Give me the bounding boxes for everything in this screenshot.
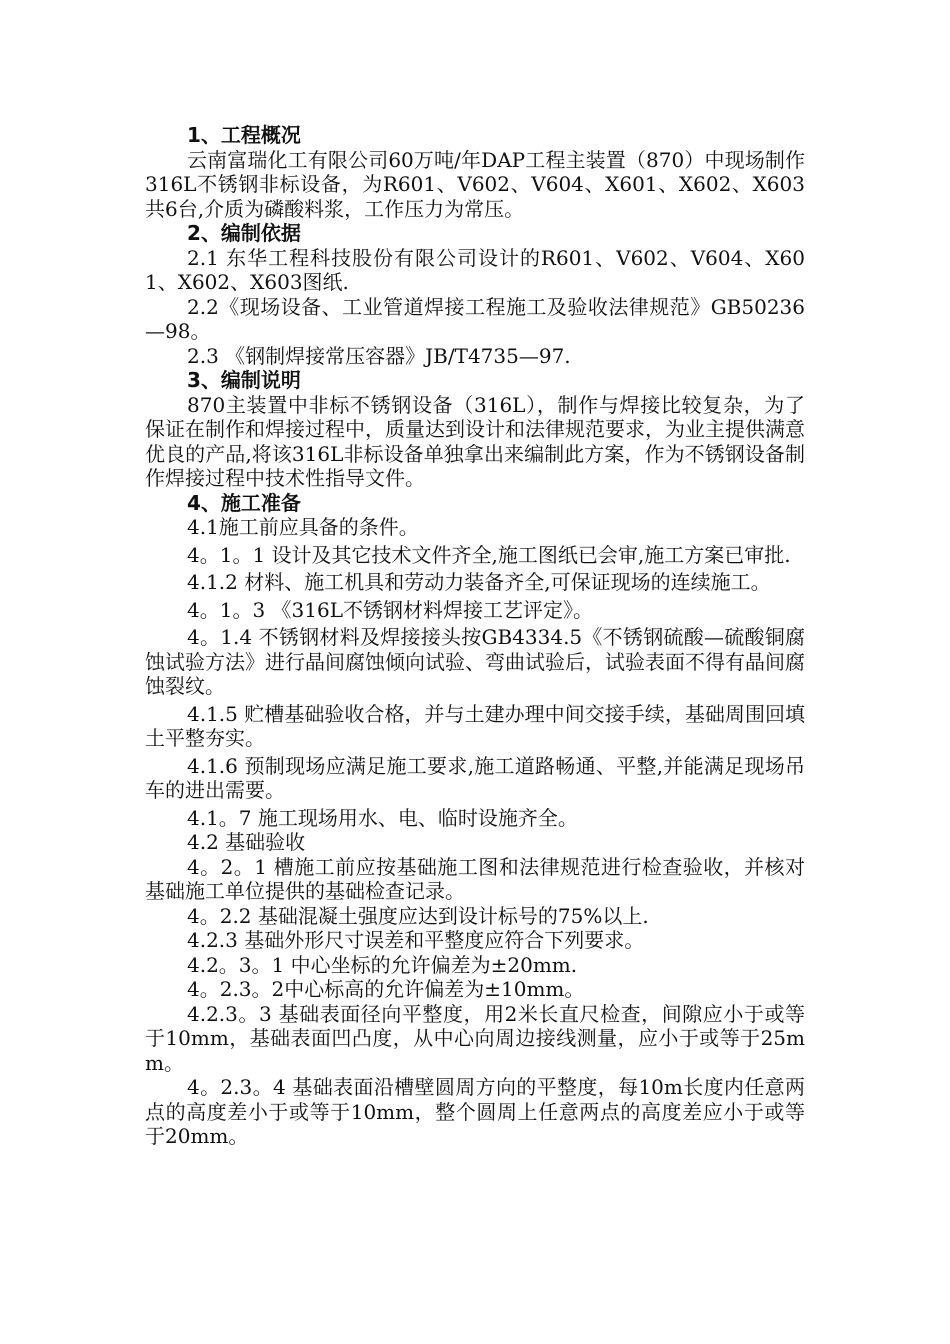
paragraph: 4。2。1 槽施工前应按基础施工图和法律规范进行检查验收，并核对基础施工单位提供的基础检查记录。 [145,854,805,903]
paragraph: 4.1.6 预制现场应满足施工要求,施工道路畅通、平整,并能满足现场吊车的进出需要。 [145,753,805,802]
paragraph: 4。2.2 基础混凝土强度应达到设计标号的75%以上. [187,903,649,928]
paragraph: 4.2。3。1 中心坐标的允许偏差为±20mm. [187,952,578,977]
section-heading-description: 3、编制说明 [187,368,301,392]
paragraph: 4.2.3。3 基础表面径向平整度，用2米长直尺检查，间隙应小于或等于10mm，基础表面凹凸度，从中心向周边接线测量，应小于或等于25mm。 [145,1001,805,1075]
paragraph: 4.1.2 材料、施工机具和劳动力装备齐全,可保证现场的连续施工。 [187,570,771,594]
paragraph: 4.1。7 施工现场用水、电、临时设施齐全。 [187,805,578,830]
section-heading-basis: 2、编制依据 [187,221,301,245]
paragraph: 4.2.3 基础外形尺寸误差和平整度应符合下列要求。 [187,928,645,952]
paragraph: 2.1 东华工程科技股份有限公司设计的R601、V602、V604、X601、X602、X603图纸. [145,245,805,294]
paragraph: 云南富瑞化工有限公司60万吨/年DAP工程主装置（870）中现场制作316L不锈钢非标设备，为R601、V602、V604、X601、X602、X603共6台,介质为磷酸料浆，工作压力为常压。 [145,147,805,221]
paragraph: 4。2.3。4 基础表面沿槽壁圆周方向的平整度，每10m长度内任意两点的高度差小于或等于10mm，整个圆周上任意两点的高度差应小于或等于20mm。 [145,1075,805,1148]
paragraph: 4。1。3 《316L不锈钢材料焊接工艺评定》。 [187,597,593,622]
paragraph: 4。1.4 不锈钢材料及焊接接头按GB4334.5《不锈钢硫酸—硫酸铜腐蚀试验方法》进行晶间腐蚀倾向试验、弯曲试验后，试验表面不得有晶间腐蚀裂纹。 [145,625,805,698]
paragraph: 4。1。1 设计及其它技术文件齐全,施工图纸已会审,施工方案已审批. [187,542,791,567]
section-heading-preparation: 4、施工准备 [187,490,301,515]
paragraph: 2.3 《钢制焊接常压容器》JB/T4735—97. [187,343,571,368]
section-heading-overview: 1、工程概况 [187,123,301,147]
paragraph: 4.1.5 贮槽基础验收合格，并与土建办理中间交接手续，基础周围回填土平整夯实。 [145,701,805,750]
paragraph: 870主装置中非标不锈钢设备（316L），制作与焊接比较复杂，为了保证在制作和焊接过程中，质量达到设计和法律规范要求，为业主提供满意优良的产品,将该316L非标设备单独拿出来编制此方案，作为不锈钢设备制作焊接过程中技术性指导文件。 [145,392,805,490]
paragraph: 4。2.3。2中心标高的允许偏差为±10mm。 [187,977,585,1001]
paragraph: 2.2《现场设备、工业管道焊接工程施工及验收法律规范》GB50236—98。 [145,294,805,343]
document-page [145,123,805,1149]
paragraph: 4.2 基础验收 [187,830,306,854]
paragraph: 4.1施工前应具备的条件。 [187,515,419,539]
